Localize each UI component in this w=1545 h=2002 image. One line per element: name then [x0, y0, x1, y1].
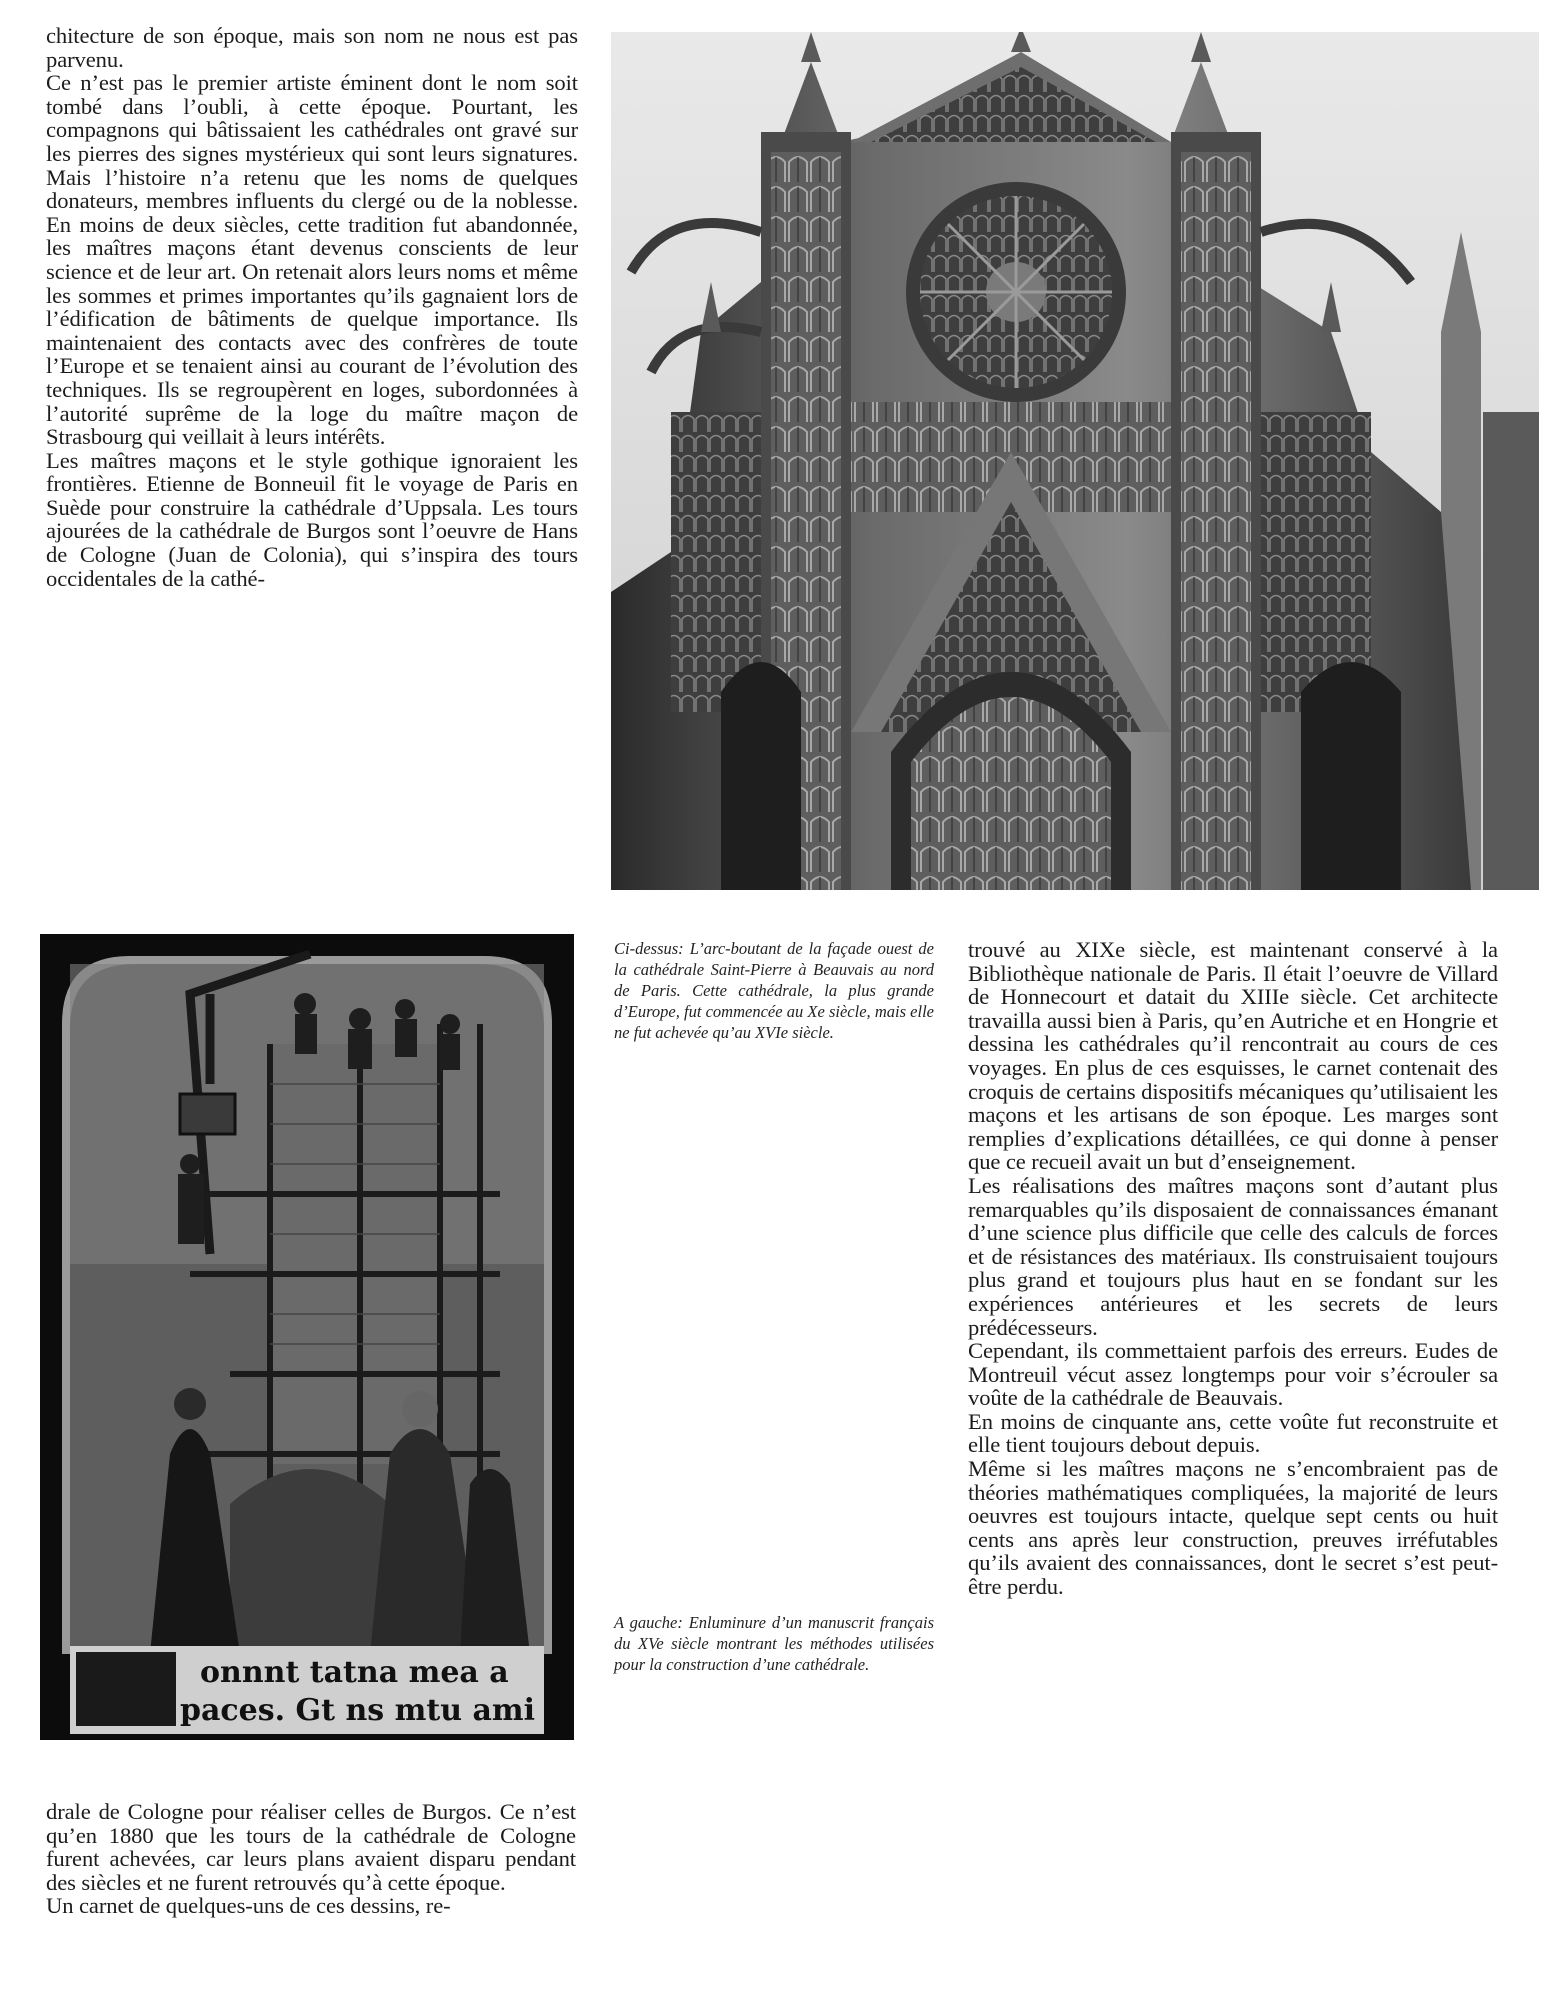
cathedral-photo: [611, 32, 1539, 890]
paragraph: drale de Cologne pour réaliser celles de Burgos. Ce n’est qu’en 1880 que les tours de la cathédrale de Cologne furent achevées, car leurs plans avaient disparu pendant des siècles et ne furent retrouvés qu’à cette époque.: [46, 1799, 576, 1895]
manuscript-lettering-line-2: paces. Gt ns mtu ami: [180, 1693, 536, 1728]
paragraph: trouvé au XIXe siècle, est maintenant conservé à la Bibliothèque nationale de Paris. Il était l’oeuvre de Villard de Honnecourt et datait du XIIIe siècle. Cet architecte travailla aussi bien à Paris, qu’en Autriche et en Hongrie et dessina les cathédrales qu’il rencontrait au cours de ces voyages. En plus de ces esquisses, le carnet contenait des croquis de certains dispositifs mécaniques qu’utilisaient les maçons et les artisans de son époque. Les marges sont remplies d’explications détaillées, ce qui donne à penser que ce recueil avait un but d’enseignement.: [968, 937, 1498, 1175]
paragraph: Même si les maîtres maçons ne s’encombraient pas de théories mathématiques compliquées, la majorité de leurs oeuvres est toujours intacte, quelque sept cents ou huit cents ans après leur construction, preuves irréfutables qu’ils avaient des connaissances, dont le secret s’est peut-être perdu.: [968, 1456, 1498, 1600]
paragraph: Les maîtres maçons et le style gothique ignoraient les frontières. Etienne de Bonneuil fit le voyage de Paris en Suède pour construire la cathédrale d’Uppsala. Les tours ajourées de la cathédrale de Burgos sont l’oeuvre de Hans de Cologne (Juan de Colonia), qui s’inspira des tours occidentales de la cathé-: [46, 447, 578, 591]
manuscript-lettering-line-1: onnnt tatna mea a: [200, 1655, 509, 1690]
paragraph: Un carnet de quelques-uns de ces dessins, re-: [46, 1893, 451, 1919]
paragraph: En moins de cinquante ans, cette voûte fut reconstruite et elle tient toujours debout depuis.: [968, 1408, 1498, 1458]
text-column-right: [968, 938, 1498, 1599]
paragraph: Cependant, ils commettaient parfois des erreurs. Eudes de Montreuil vécut assez longtemps pour voir s’écrouler sa voûte de la cathédrale de Beauvais.: [968, 1338, 1498, 1411]
text-column-top-left: [46, 24, 578, 590]
paragraph: Ce n’est pas le premier artiste éminent dont le nom soit tombé dans l’oubli, à cette époque. Pourtant, les compagnons qui bâtissaient les cathédrales ont gravé sur les pierres des signes mystérieux qui sont leurs signatures. Mais l’histoire n’a retenu que les noms de quelques donateurs, membres influents du clergé ou de la noblesse. En moins de deux siècles, cette tradition fut abandonnée, les maîtres maçons étant devenus conscients de leur science et de leur art. On retenait alors leurs noms et même les sommes et primes importantes qu’ils gagnaient lors de l’édification de bâtiments de quelque importance. Ils maintenaient des contacts avec des confrères de toute l’Europe et se tenaient ainsi au courant de l’évolution des techniques. Ils se regroupèrent en loges, subordonnées à l’autorité suprême de la loge du maître maçon de Strasbourg qui veillait à leurs intérêts.: [46, 70, 578, 450]
paragraph: Les réalisations des maîtres maçons sont d’autant plus remarquables qu’ils disposaient de connaissances émanant d’une science plus difficile que celle des calculs de forces et de résistances des matériaux. Ils construisaient toujours plus grand et toujours plus haut en se fondant sur les expériences antérieures et les secrets de leurs prédécesseurs.: [968, 1172, 1498, 1340]
text-column-bottom-left: [46, 1800, 576, 1918]
photo-caption-top: Ci-dessus: L’arc-boutant de la façade ouest de la cathédrale Saint-Pierre à Beauvais au nord de Paris. Cette cathédrale, la plus grande d’Europe, fut commencée au Xe siècle, mais elle ne fut achevée qu’au XVIe siècle.: [614, 939, 934, 1042]
paragraph: chitecture de son époque, mais son nom ne nous est pas parvenu.: [46, 23, 578, 72]
photo-caption-bottom: A gauche: Enluminure d’un manuscrit français du XVe siècle montrant les méthodes utilisées pour la construction d’une cathédrale.: [614, 1613, 934, 1674]
manuscript-illumination: [40, 934, 574, 1740]
